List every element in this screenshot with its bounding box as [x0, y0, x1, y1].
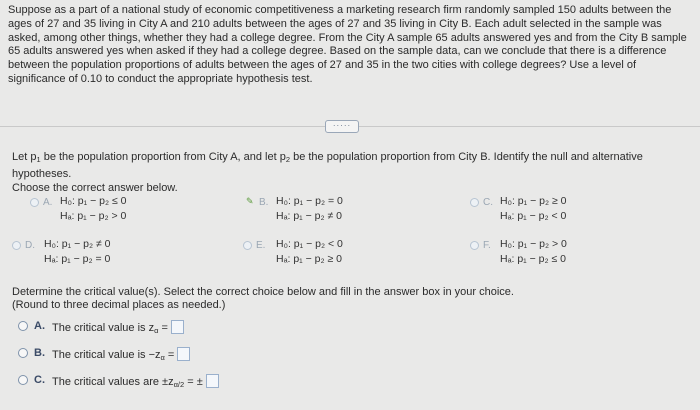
hypothesis-option-e[interactable] [243, 238, 443, 268]
option-letter: A. [43, 197, 53, 208]
problem-statement: Suppose as a part of a national study of economic competitiveness a marketing research firm randomly sampled 150 adults between the ages of 27 and 35 living in City A and 210 adults between the ages of 27 and 35 living in City B. Each adult selected in the sample was asked, among other things, whether they had a college degree. From the City A sample 65 adults answered yes and from the City B sample 65 adults answered yes when asked if they had a college degree. Based on the sample data, can we conclude that there is a difference between the population proportions of adults between the ages of 27 and 35 in the two cities with college degrees? Use a level of significance of 0.10 to conduct the appropriate hypothesis test. [8, 4, 687, 85]
option-letter: C. [483, 197, 493, 208]
alt-hypothesis: Hₐ: p₁ − p₂ > 0 [60, 210, 127, 222]
null-hypothesis: H₀: p₁ − p₂ ≠ 0 [44, 238, 111, 250]
alt-hypothesis: Hₐ: p₁ − p₂ ≤ 0 [500, 253, 567, 265]
option-letter: E. [256, 240, 266, 251]
critical-option-text: The critical values are $\pm z_{\alpha/2}$ = ± [52, 374, 219, 389]
hypothesis-option-d[interactable] [12, 238, 212, 268]
answer-input[interactable] [206, 374, 219, 388]
critical-option-a[interactable] [18, 320, 318, 336]
answer-input[interactable] [177, 347, 190, 361]
radio-option-d[interactable] [12, 241, 21, 250]
critical-option-b[interactable] [18, 347, 318, 363]
hypothesis-option-a[interactable] [30, 195, 230, 225]
critical-value-section [12, 286, 612, 312]
question-line-1: Let $p_1$ be the population proportion from City A, and let $p_2$ be the population proportion from City B. Identify the null and alternative hypotheses. [12, 151, 643, 180]
option-letter: A. [34, 320, 45, 332]
expand-button[interactable]: ····· [325, 120, 359, 133]
option-letter: D. [25, 240, 35, 251]
critical-option-text: The critical value is $-z_\alpha$ = [52, 347, 190, 362]
option-letter: C. [34, 374, 45, 386]
critical-option-text: The critical value is $z_\alpha$ = [52, 320, 184, 335]
null-hypothesis: H₀: p₁ − p₂ < 0 [276, 238, 343, 250]
answer-input[interactable] [171, 320, 184, 334]
radio-critical-a[interactable] [18, 321, 28, 331]
question-line-2: Choose the correct answer below. [12, 182, 178, 194]
radio-critical-b[interactable] [18, 348, 28, 358]
null-hypothesis: H₀: p₁ − p₂ > 0 [500, 238, 567, 250]
rounding-instruction: (Round to three decimal places as needed.) [12, 299, 226, 311]
null-hypothesis: H₀: p₁ − p₂ = 0 [276, 195, 343, 207]
option-letter: B. [259, 197, 269, 208]
null-hypothesis: H₀: p₁ − p₂ ≤ 0 [60, 195, 127, 207]
radio-option-a[interactable] [30, 198, 39, 207]
hypothesis-option-b[interactable] [246, 195, 446, 225]
radio-option-f[interactable] [470, 241, 479, 250]
pencil-icon: ✎ [246, 196, 254, 206]
hypothesis-option-f[interactable] [470, 238, 670, 268]
hypothesis-option-c[interactable] [470, 195, 670, 225]
null-hypothesis: H₀: p₁ − p₂ ≥ 0 [500, 195, 567, 207]
alt-hypothesis: Hₐ: p₁ − p₂ ≠ 0 [276, 210, 343, 222]
alt-hypothesis: Hₐ: p₁ − p₂ ≥ 0 [276, 253, 343, 265]
radio-option-c[interactable] [470, 198, 479, 207]
question-text [12, 150, 694, 195]
option-letter: B. [34, 347, 45, 359]
critical-option-c[interactable] [18, 374, 318, 390]
radio-option-e[interactable] [243, 241, 252, 250]
alt-hypothesis: Hₐ: p₁ − p₂ = 0 [44, 253, 111, 265]
radio-critical-c[interactable] [18, 375, 28, 385]
alt-hypothesis: Hₐ: p₁ − p₂ < 0 [500, 210, 567, 222]
critical-instruction: Determine the critical value(s). Select the correct choice below and fill in the answer box in your choice. [12, 286, 514, 298]
option-letter: F. [483, 240, 491, 251]
